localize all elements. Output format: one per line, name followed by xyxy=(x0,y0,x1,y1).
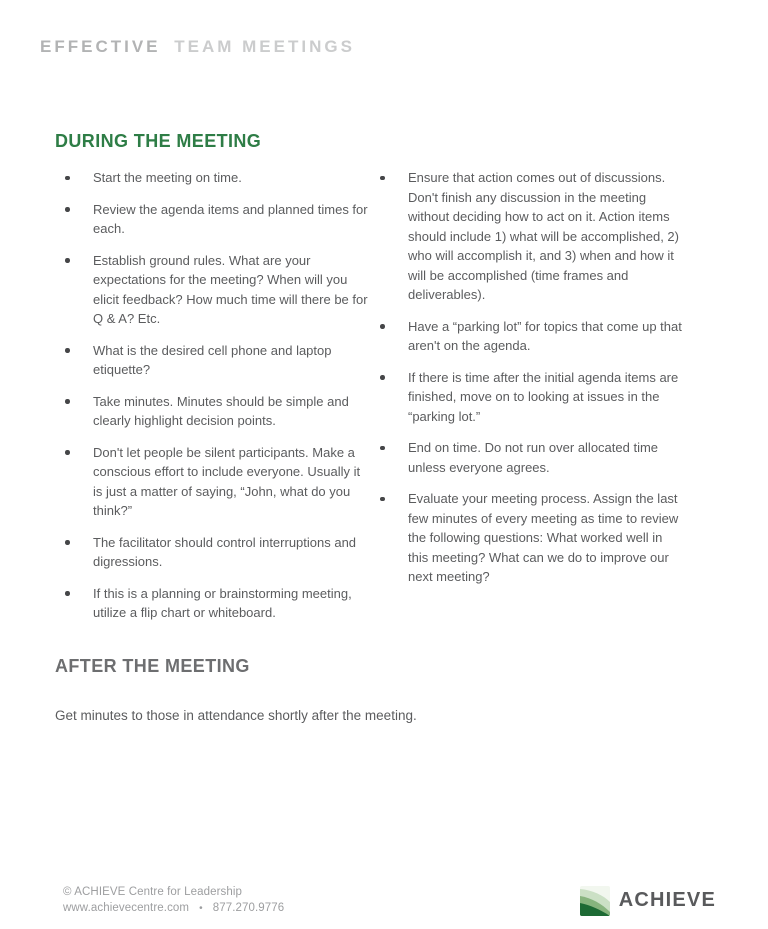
footer-phone: 877.270.9776 xyxy=(212,902,285,914)
doc-title-primary: EFFECTIVE xyxy=(40,37,161,56)
section-heading-during-the-meeting: DURING THE MEETING xyxy=(55,131,262,151)
achieve-logo xyxy=(580,886,716,916)
bullet-item: If there is time after the initial agenda items are finished, move on to looking at issues in the “parking lot.” xyxy=(370,368,684,427)
page-footer xyxy=(63,884,716,917)
bullet-item: The facilitator should control interruptions and digressions. xyxy=(55,533,369,572)
bullet-item: End on time. Do not run over allocated time unless everyone agrees. xyxy=(370,438,684,477)
bullet-item: Establish ground rules. What are your expectations for the meeting? When will you elicit feedback? How much time will there be for Q & A? Etc. xyxy=(55,251,369,329)
bullet-item: Start the meeting on time. xyxy=(55,168,369,188)
achieve-hills-icon xyxy=(580,886,610,916)
bullet-list-left xyxy=(55,168,369,635)
bullet-item: Take minutes. Minutes should be simple and clearly highlight decision points. xyxy=(55,392,369,431)
bullet-item: If this is a planning or brainstorming meeting, utilize a flip chart or whiteboard. xyxy=(55,584,369,623)
bullet-list-right xyxy=(370,168,684,635)
footer-separator-dot: • xyxy=(199,903,203,914)
bullet-item: Evaluate your meeting process. Assign the last few minutes of every meeting as time to review the following questions: What worked well in this meeting? What can we do to improve our next meeting? xyxy=(370,489,684,587)
bullet-item: Don't let people be silent participants. Make a conscious effort to include everyone. Usually it is just a matter of saying, “John, what do you think?” xyxy=(55,443,369,521)
bullet-item: What is the desired cell phone and laptop etiquette? xyxy=(55,341,369,380)
achieve-logo-text: ACHIEVE xyxy=(618,889,716,911)
doc-title-secondary: TEAM MEETINGS xyxy=(174,37,355,56)
doc-header xyxy=(40,37,355,57)
after-meeting-paragraph: Get minutes to those in attendance shortly after the meeting. xyxy=(55,708,417,723)
bullet-item: Review the agenda items and planned times for each. xyxy=(55,200,369,239)
footer-contact-line xyxy=(63,900,284,917)
bullet-item: Have a “parking lot” for topics that come up that aren't on the agenda. xyxy=(370,317,684,356)
two-column-bullet-area xyxy=(55,168,690,635)
footer-copyright: © ACHIEVE Centre for Leadership xyxy=(63,886,243,898)
section-heading-after-the-meeting: AFTER THE MEETING xyxy=(55,656,250,676)
footer-contact-block xyxy=(63,884,284,917)
footer-website: www.achievecentre.com xyxy=(63,902,190,914)
bullet-item: Ensure that action comes out of discussions. Don't finish any discussion in the meeting without deciding how to act on it. Action items should include 1) what will be accomplished, 2) who will accomplish it, and 3) when and how it will be accomplished (time frames and deliverables). xyxy=(370,168,684,305)
